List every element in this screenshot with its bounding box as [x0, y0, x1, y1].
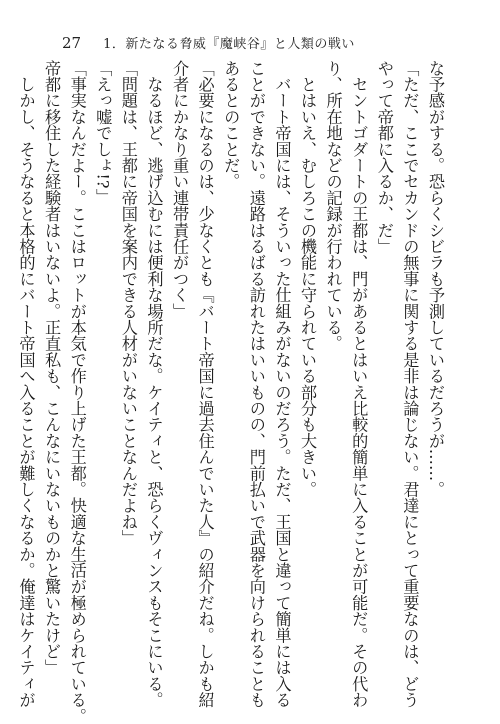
text-line: バート帝国には、そういった仕組みがないのだろう。ただ、王国と違って簡単には入る: [272, 60, 292, 708]
text-line: な予感がする。恐らくシビラも予測しているだろうが……。: [426, 60, 445, 498]
text-line: なるほど、逃げ込むには便利な場所だな。ケイティと、恐らくヴィンスもそこにいる。: [144, 60, 164, 708]
text-line: やって帝都に入るか、だ」: [374, 60, 394, 255]
text-line: 帝都に移住した経験者はいないよ。正直私も、こんなにいないものかと驚いたけど」: [42, 60, 62, 676]
body-text: [13, 60, 448, 724]
text-line: セントゴダートの王都は、門があるとはいえ比較的簡単に入ることが可能だ。その代わ: [349, 60, 369, 708]
text-line: しかし、そうなると本格的にバート帝国へ入ることが難しくなるか。俺達はケイティが: [16, 60, 36, 708]
text-line: り、所在地などの記録が行われている。: [323, 60, 343, 352]
page-header: [62, 33, 355, 52]
text-line: あるとのことだ。: [221, 60, 241, 190]
text-line: 「必要になるのは、少なくとも『バート帝国に過去住んでいた人』の紹介だね。しかも紹: [195, 60, 215, 708]
text-line: 「ただ、ここでセカンドの無事に関する是非は論じない。君達にとって重要なのは、どう: [400, 60, 420, 708]
text-line: 「事実なんだよー。ここはロットが本気で作り上げた王都。快適な生活が極められている。: [67, 60, 87, 724]
page-number: 27: [62, 34, 82, 52]
text-line: ことができない。遠路はるばる訪れたはいいものの、門前払いで武器を向けられることも: [246, 60, 266, 708]
text-line: 「えっ嘘でしょ!?」: [93, 60, 113, 205]
text-line: 介者にかなり重い連帯責任がつく」: [170, 60, 190, 320]
text-line: とはいえ、むしろこの機能に守られている部分も大きい。: [298, 60, 318, 498]
running-title: 1．新たなる脅威『魔峡谷』と人類の戦い: [103, 37, 355, 52]
text-line: 「問題は、王都に帝国を案内できる人材がいないことなんだよね」: [118, 60, 138, 546]
